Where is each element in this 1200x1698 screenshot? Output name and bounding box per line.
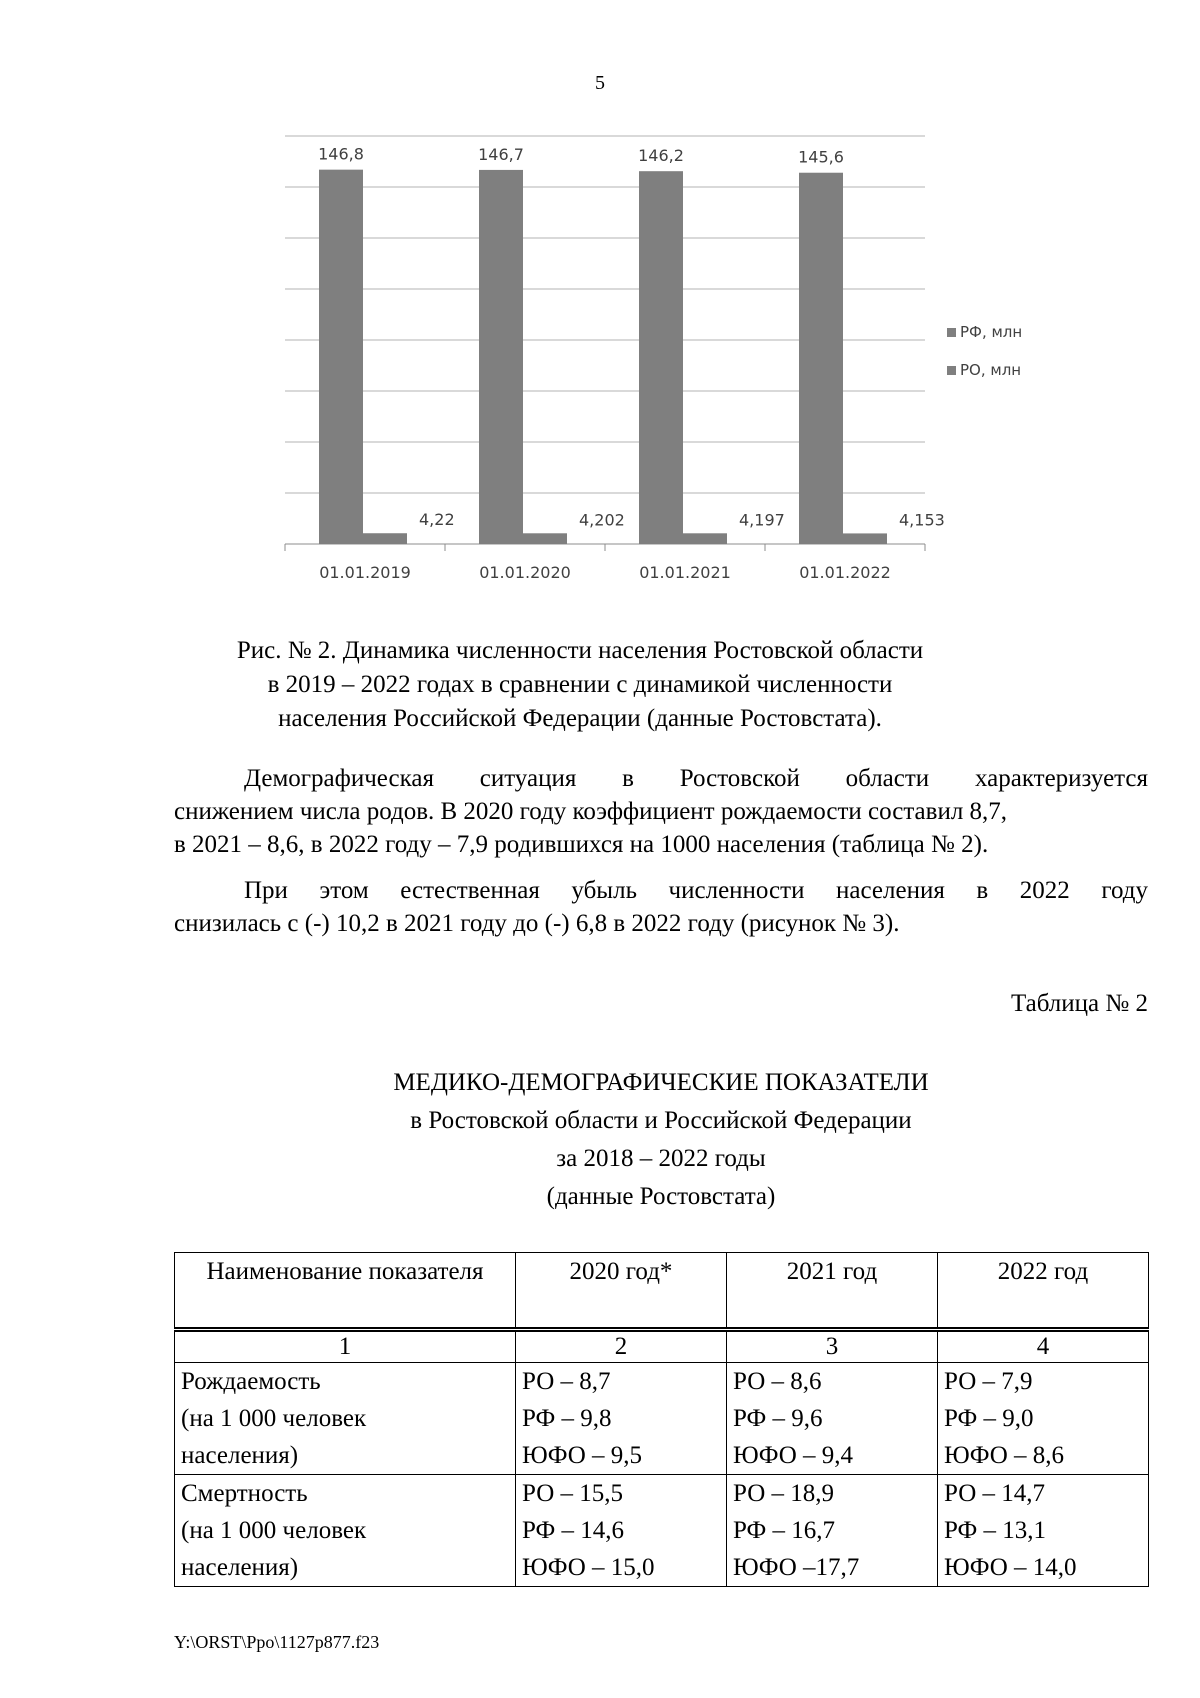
table-title-line: (данные Ростовстата) bbox=[546, 1183, 776, 1210]
table-header-row bbox=[175, 1253, 1149, 1330]
cell-value: ЮФО – 8,6 bbox=[944, 1442, 1065, 1469]
x-tick-label: 01.01.2022 bbox=[799, 563, 891, 582]
page-number: 5 bbox=[595, 72, 605, 94]
table-cell bbox=[727, 1475, 938, 1587]
x-tick-label: 01.01.2020 bbox=[479, 563, 571, 582]
cell-value: РО – 15,5 bbox=[522, 1480, 624, 1507]
cell-value: РФ – 9,0 bbox=[944, 1405, 1034, 1432]
table-cell bbox=[727, 1363, 938, 1475]
paragraph-natural-decline bbox=[174, 874, 1148, 940]
bar bbox=[639, 171, 683, 544]
data-label: 145,6 bbox=[798, 147, 844, 167]
cell-value: РФ – 13,1 bbox=[944, 1517, 1046, 1544]
bar bbox=[523, 533, 567, 544]
data-label: 4,197 bbox=[739, 510, 785, 530]
table-number: Таблица № 2 bbox=[1010, 990, 1148, 1017]
column-number: 1 bbox=[175, 1330, 516, 1363]
bar bbox=[683, 533, 727, 544]
header-year-2021: 2021 год bbox=[727, 1253, 938, 1330]
column-number-row bbox=[175, 1330, 1149, 1363]
data-label: 146,7 bbox=[478, 144, 524, 164]
x-tick-label: 01.01.2019 bbox=[319, 563, 411, 582]
row-label-line: Рождаемость bbox=[181, 1368, 321, 1395]
table-cell bbox=[516, 1475, 727, 1587]
legend-swatch bbox=[947, 366, 956, 375]
column-number: 3 bbox=[727, 1330, 938, 1363]
row-label-line: Смертность bbox=[181, 1480, 308, 1507]
header-year-2020: 2020 год* bbox=[516, 1253, 727, 1330]
row-label-line: населения) bbox=[181, 1554, 299, 1581]
cell-value: РФ – 14,6 bbox=[522, 1517, 624, 1544]
row-label-line: (на 1 000 человек bbox=[181, 1517, 367, 1544]
cell-value: РО – 7,9 bbox=[944, 1368, 1033, 1395]
cell-value: РФ – 9,6 bbox=[733, 1405, 823, 1432]
data-label: 4,22 bbox=[419, 510, 455, 530]
paragraph-line: Демографическая ситуация в Ростовской области характеризуется bbox=[244, 765, 1148, 792]
paragraph-line: в 2021 – 8,6, в 2022 году – 7,9 родившихся на 1000 населения (таблица № 2). bbox=[174, 831, 989, 858]
cell-value: ЮФО –17,7 bbox=[733, 1554, 860, 1581]
table-title-line: за 2018 – 2022 годы bbox=[556, 1145, 766, 1172]
caption-line: Рис. № 2. Динамика численности населения Ростовской области bbox=[236, 637, 924, 664]
legend-label: РО, млн bbox=[960, 361, 1022, 379]
file-path: Y:\ORST\Ppo\1127p877.f23 bbox=[174, 1632, 380, 1652]
row-label bbox=[175, 1363, 516, 1475]
bar bbox=[843, 533, 887, 544]
table-row-mortality bbox=[175, 1475, 1149, 1587]
bar bbox=[319, 170, 363, 544]
figure-caption bbox=[230, 634, 930, 736]
paragraph-line: снижением числа родов. В 2020 году коэффициент рождаемости составил 8,7, bbox=[174, 798, 1008, 825]
caption-line: в 2019 – 2022 годах в сравнении с динамикой численности bbox=[267, 671, 893, 698]
column-number: 4 bbox=[938, 1330, 1149, 1363]
legend-swatch bbox=[947, 328, 956, 337]
cell-value: ЮФО – 14,0 bbox=[944, 1554, 1077, 1581]
data-label: 146,8 bbox=[318, 144, 364, 164]
cell-value: ЮФО – 9,5 bbox=[522, 1442, 643, 1469]
cell-value: РФ – 16,7 bbox=[733, 1517, 835, 1544]
x-tick-label: 01.01.2021 bbox=[639, 563, 731, 582]
column-number: 2 bbox=[516, 1330, 727, 1363]
row-label-line: населения) bbox=[181, 1442, 299, 1469]
table-cell bbox=[938, 1363, 1149, 1475]
paragraph-line: снизилась с (-) 10,2 в 2021 году до (-) 6,8 в 2022 году (рисунок № 3). bbox=[174, 910, 900, 937]
table-row-birthrate bbox=[175, 1363, 1149, 1475]
table-title bbox=[174, 1064, 1148, 1216]
cell-value: РО – 18,9 bbox=[733, 1480, 835, 1507]
paragraph-birthrate bbox=[174, 762, 1148, 861]
paragraph-line: При этом естественная убыль численности населения в 2022 году bbox=[244, 877, 1148, 904]
caption-line: населения Российской Федерации (данные Ростовстата). bbox=[278, 705, 882, 732]
header-year-2022: 2022 год bbox=[938, 1253, 1149, 1330]
data-label: 4,202 bbox=[579, 510, 625, 530]
row-label-line: (на 1 000 человек bbox=[181, 1405, 367, 1432]
row-label bbox=[175, 1475, 516, 1587]
cell-value: РО – 8,7 bbox=[522, 1368, 611, 1395]
cell-value: РО – 14,7 bbox=[944, 1480, 1046, 1507]
cell-value: РО – 8,6 bbox=[733, 1368, 822, 1395]
data-label: 4,153 bbox=[899, 510, 945, 530]
cell-value: ЮФО – 15,0 bbox=[522, 1554, 655, 1581]
indicators-table bbox=[174, 1252, 1149, 1587]
table-cell bbox=[516, 1363, 727, 1475]
table-title-line: МЕДИКО-ДЕМОГРАФИЧЕСКИЕ ПОКАЗАТЕЛИ bbox=[393, 1069, 929, 1096]
bar bbox=[479, 170, 523, 544]
header-indicator-name: Наименование показателя bbox=[175, 1253, 516, 1330]
cell-value: РФ – 9,8 bbox=[522, 1405, 612, 1432]
data-label: 146,2 bbox=[638, 146, 684, 166]
legend-label: РФ, млн bbox=[960, 323, 1023, 341]
bar bbox=[799, 173, 843, 544]
population-bar-chart bbox=[270, 132, 1023, 602]
bar bbox=[363, 533, 407, 544]
table-cell bbox=[938, 1475, 1149, 1587]
table-title-line: в Ростовской области и Российской Федерации bbox=[410, 1107, 912, 1134]
cell-value: ЮФО – 9,4 bbox=[733, 1442, 854, 1469]
